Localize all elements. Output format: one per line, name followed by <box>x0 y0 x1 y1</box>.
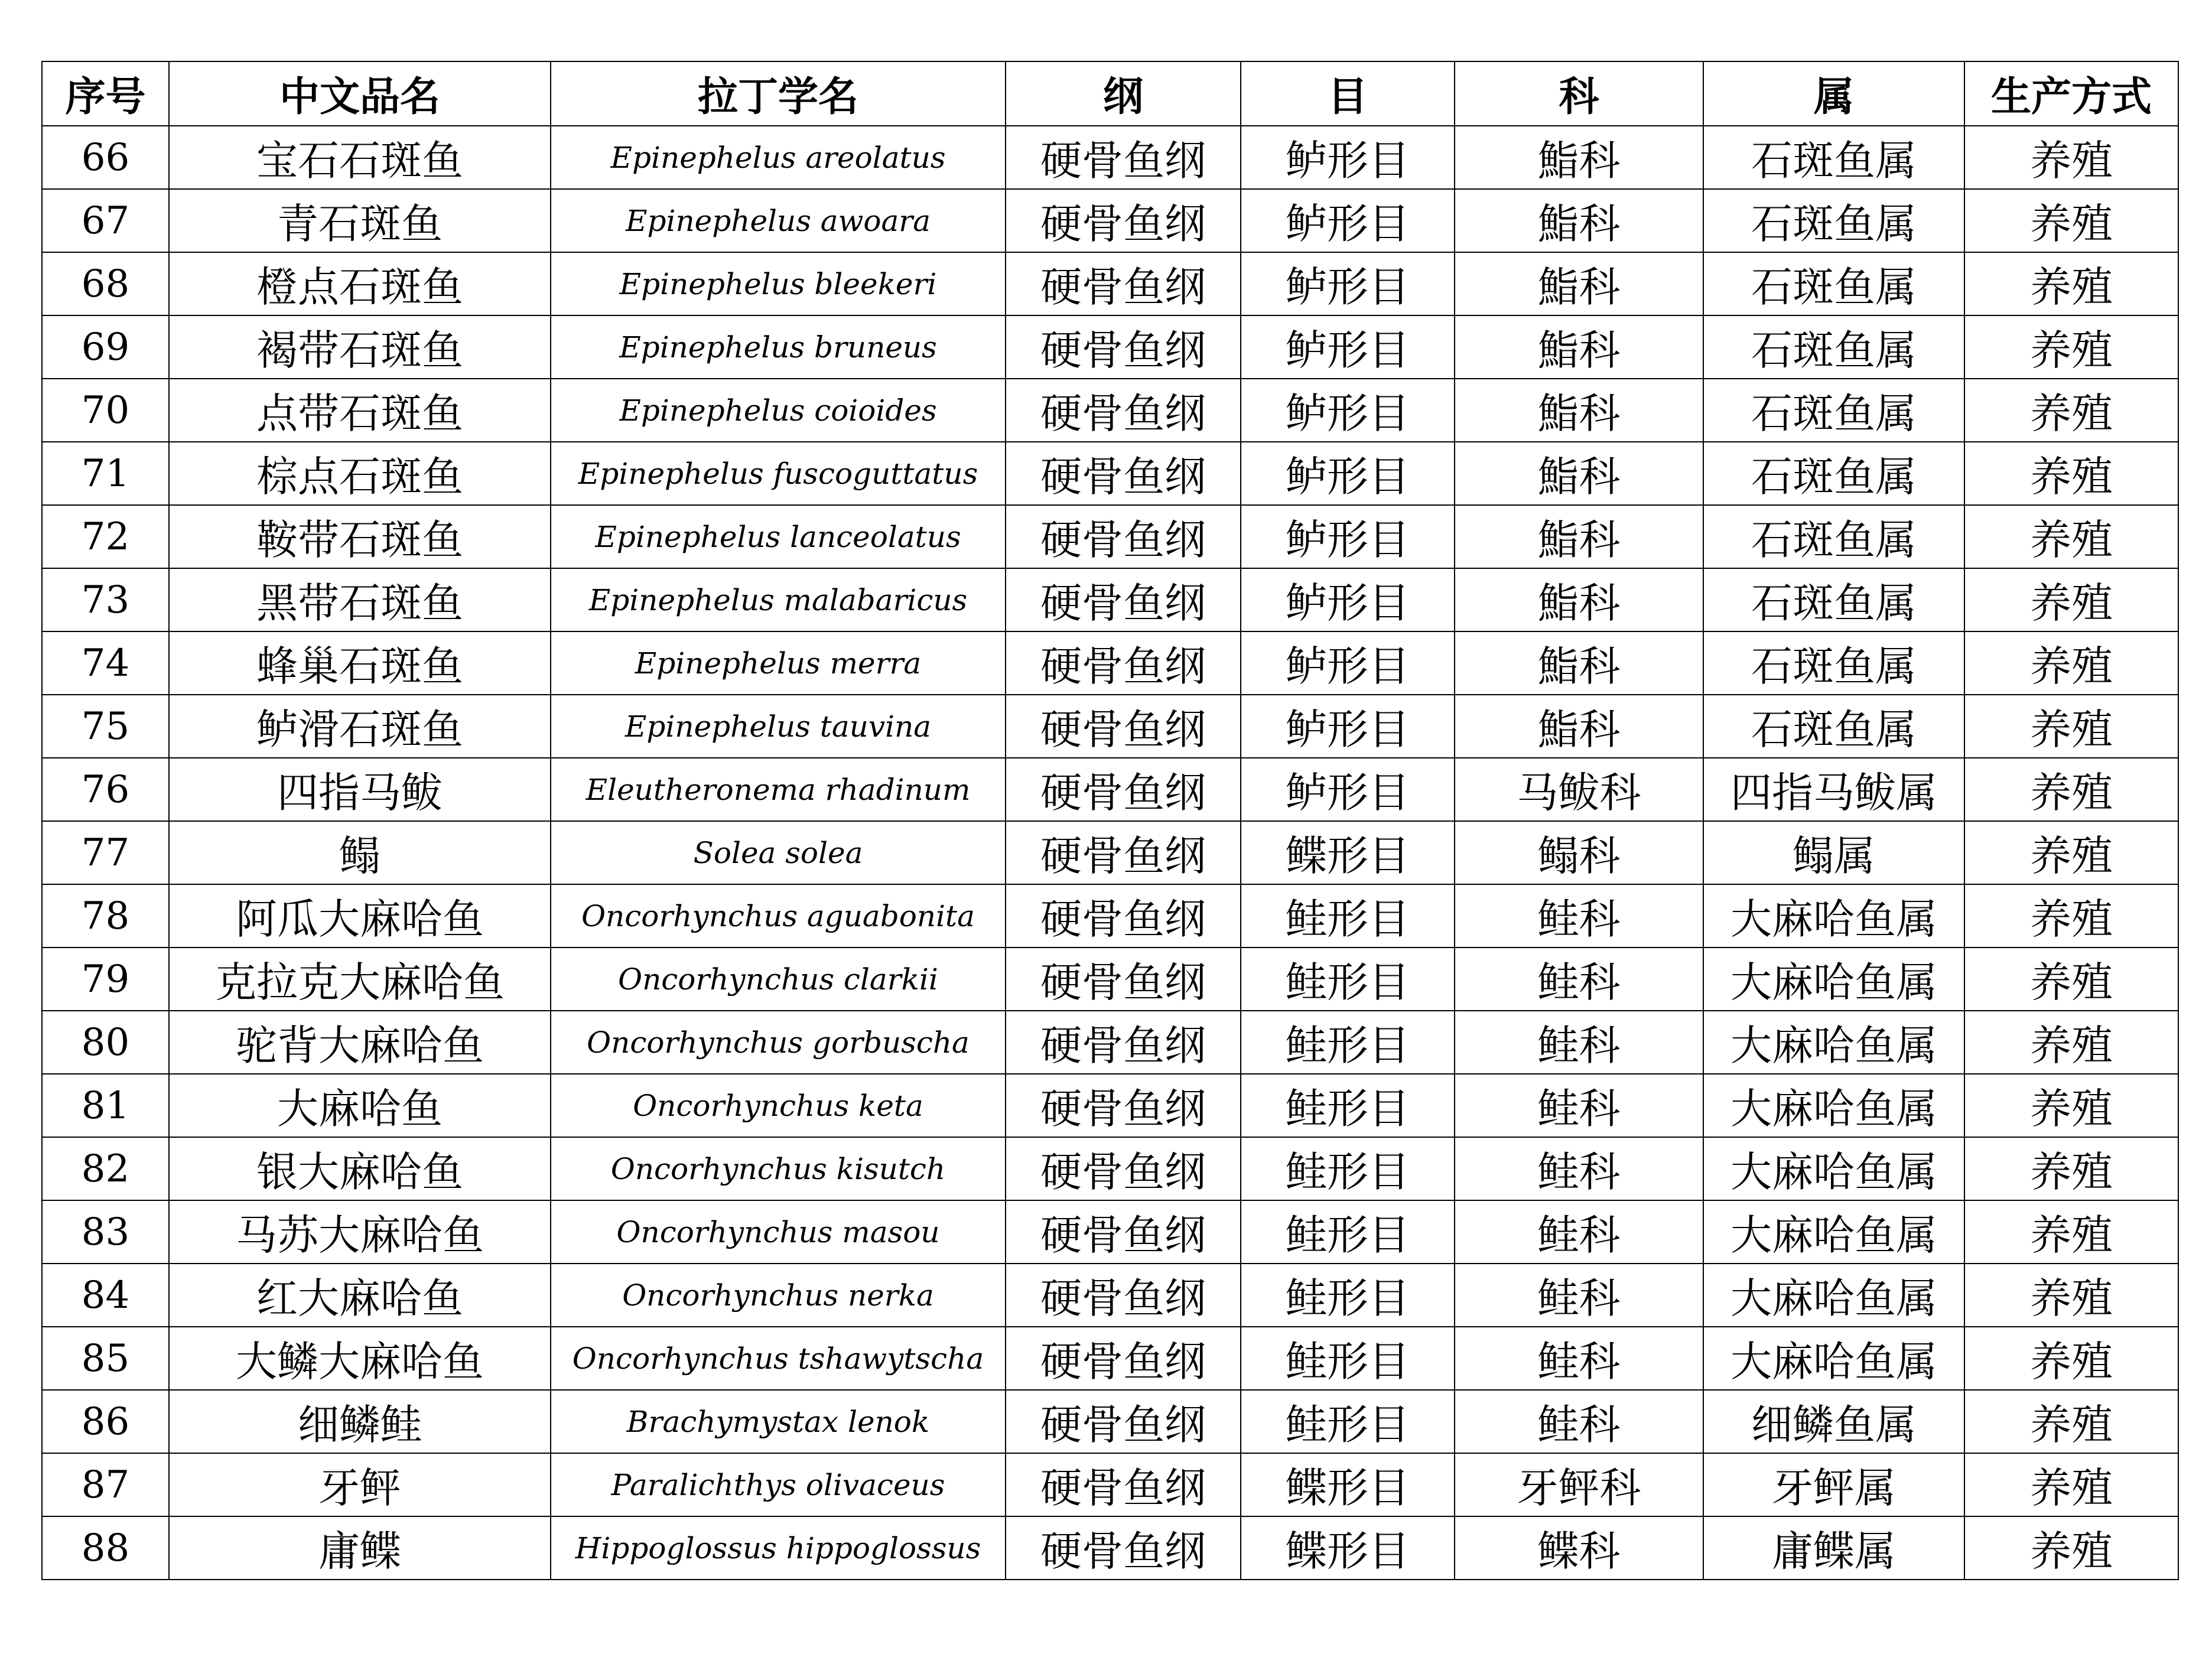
cell-production-method: 养殖 <box>1964 1453 2178 1516</box>
cell-family: 鮨科 <box>1455 442 1703 505</box>
cell-latin-name: Brachymystax lenok <box>551 1390 1006 1453</box>
cell-family: 鲑科 <box>1455 1011 1703 1074</box>
cell-order: 鲑形目 <box>1241 948 1455 1011</box>
table-row <box>42 884 2178 948</box>
cell-family: 牙鲆科 <box>1455 1453 1703 1516</box>
cell-serial-no: 77 <box>42 821 169 884</box>
cell-latin-name: Eleutheronema rhadinum <box>551 758 1006 821</box>
table-row <box>42 379 2178 442</box>
cell-latin-name: Hippoglossus hippoglossus <box>551 1516 1006 1580</box>
cell-serial-no: 66 <box>42 126 169 189</box>
cell-order: 鲈形目 <box>1241 505 1455 568</box>
cell-serial-no: 72 <box>42 505 169 568</box>
cell-serial-no: 70 <box>42 379 169 442</box>
cell-latin-name: Oncorhynchus gorbuscha <box>551 1011 1006 1074</box>
cell-order: 鲽形目 <box>1241 1516 1455 1580</box>
cell-class: 硬骨鱼纲 <box>1006 505 1241 568</box>
cell-family: 鲑科 <box>1455 884 1703 948</box>
cell-genus: 庸鲽属 <box>1703 1516 1964 1580</box>
species-table <box>41 61 2179 1580</box>
cell-serial-no: 78 <box>42 884 169 948</box>
cell-family: 鮨科 <box>1455 126 1703 189</box>
cell-production-method: 养殖 <box>1964 315 2178 379</box>
cell-serial-no: 83 <box>42 1200 169 1264</box>
cell-genus: 大麻哈鱼属 <box>1703 1074 1964 1137</box>
table-row <box>42 505 2178 568</box>
cell-genus: 牙鲆属 <box>1703 1453 1964 1516</box>
cell-chinese-name: 青石斑鱼 <box>169 189 551 252</box>
cell-order: 鲑形目 <box>1241 884 1455 948</box>
cell-class: 硬骨鱼纲 <box>1006 1074 1241 1137</box>
cell-serial-no: 85 <box>42 1327 169 1390</box>
cell-chinese-name: 驼背大麻哈鱼 <box>169 1011 551 1074</box>
cell-latin-name: Oncorhynchus keta <box>551 1074 1006 1137</box>
cell-order: 鲈形目 <box>1241 379 1455 442</box>
cell-genus: 石斑鱼属 <box>1703 379 1964 442</box>
cell-class: 硬骨鱼纲 <box>1006 1390 1241 1453</box>
cell-latin-name: Epinephelus bleekeri <box>551 252 1006 315</box>
cell-latin-name: Epinephelus awoara <box>551 189 1006 252</box>
cell-family: 鮨科 <box>1455 379 1703 442</box>
cell-order: 鲈形目 <box>1241 758 1455 821</box>
cell-family: 马鲅科 <box>1455 758 1703 821</box>
table-row <box>42 1200 2178 1264</box>
header-family: 科 <box>1455 61 1703 126</box>
cell-production-method: 养殖 <box>1964 126 2178 189</box>
cell-class: 硬骨鱼纲 <box>1006 379 1241 442</box>
cell-order: 鲽形目 <box>1241 1453 1455 1516</box>
header-latin-name: 拉丁学名 <box>551 61 1006 126</box>
cell-chinese-name: 棕点石斑鱼 <box>169 442 551 505</box>
cell-production-method: 养殖 <box>1964 189 2178 252</box>
cell-latin-name: Solea solea <box>551 821 1006 884</box>
cell-chinese-name: 细鳞鲑 <box>169 1390 551 1453</box>
cell-genus: 大麻哈鱼属 <box>1703 1200 1964 1264</box>
cell-serial-no: 80 <box>42 1011 169 1074</box>
cell-genus: 石斑鱼属 <box>1703 315 1964 379</box>
cell-class: 硬骨鱼纲 <box>1006 758 1241 821</box>
cell-chinese-name: 银大麻哈鱼 <box>169 1137 551 1200</box>
cell-latin-name: Epinephelus tauvina <box>551 695 1006 758</box>
cell-chinese-name: 宝石石斑鱼 <box>169 126 551 189</box>
cell-production-method: 养殖 <box>1964 948 2178 1011</box>
cell-order: 鲈形目 <box>1241 126 1455 189</box>
cell-chinese-name: 大麻哈鱼 <box>169 1074 551 1137</box>
cell-chinese-name: 牙鲆 <box>169 1453 551 1516</box>
cell-order: 鲈形目 <box>1241 631 1455 695</box>
cell-latin-name: Oncorhynchus clarkii <box>551 948 1006 1011</box>
cell-family: 鮨科 <box>1455 189 1703 252</box>
table-row <box>42 1074 2178 1137</box>
cell-production-method: 养殖 <box>1964 568 2178 631</box>
cell-serial-no: 74 <box>42 631 169 695</box>
table-row <box>42 315 2178 379</box>
cell-latin-name: Paralichthys olivaceus <box>551 1453 1006 1516</box>
cell-class: 硬骨鱼纲 <box>1006 1453 1241 1516</box>
cell-class: 硬骨鱼纲 <box>1006 884 1241 948</box>
cell-genus: 石斑鱼属 <box>1703 695 1964 758</box>
cell-genus: 石斑鱼属 <box>1703 252 1964 315</box>
cell-family: 鲑科 <box>1455 1200 1703 1264</box>
cell-production-method: 养殖 <box>1964 442 2178 505</box>
cell-family: 鮨科 <box>1455 568 1703 631</box>
cell-production-method: 养殖 <box>1964 1327 2178 1390</box>
cell-serial-no: 71 <box>42 442 169 505</box>
cell-class: 硬骨鱼纲 <box>1006 821 1241 884</box>
cell-production-method: 养殖 <box>1964 631 2178 695</box>
cell-serial-no: 82 <box>42 1137 169 1200</box>
cell-family: 鲑科 <box>1455 1264 1703 1327</box>
cell-family: 鲑科 <box>1455 1137 1703 1200</box>
cell-serial-no: 86 <box>42 1390 169 1453</box>
cell-chinese-name: 蜂巢石斑鱼 <box>169 631 551 695</box>
cell-serial-no: 87 <box>42 1453 169 1516</box>
cell-latin-name: Oncorhynchus nerka <box>551 1264 1006 1327</box>
cell-production-method: 养殖 <box>1964 1264 2178 1327</box>
cell-class: 硬骨鱼纲 <box>1006 568 1241 631</box>
cell-serial-no: 79 <box>42 948 169 1011</box>
header-row <box>42 61 2178 126</box>
header-order: 目 <box>1241 61 1455 126</box>
cell-genus: 石斑鱼属 <box>1703 568 1964 631</box>
cell-genus: 大麻哈鱼属 <box>1703 1264 1964 1327</box>
header-production-method: 生产方式 <box>1964 61 2178 126</box>
cell-genus: 大麻哈鱼属 <box>1703 1011 1964 1074</box>
cell-family: 鮨科 <box>1455 315 1703 379</box>
cell-chinese-name: 黑带石斑鱼 <box>169 568 551 631</box>
cell-order: 鲈形目 <box>1241 442 1455 505</box>
table-row <box>42 948 2178 1011</box>
cell-production-method: 养殖 <box>1964 821 2178 884</box>
cell-family: 鲑科 <box>1455 1074 1703 1137</box>
cell-genus: 四指马鲅属 <box>1703 758 1964 821</box>
cell-class: 硬骨鱼纲 <box>1006 695 1241 758</box>
table-row <box>42 442 2178 505</box>
table-body <box>42 126 2178 1580</box>
cell-serial-no: 69 <box>42 315 169 379</box>
cell-chinese-name: 鞍带石斑鱼 <box>169 505 551 568</box>
cell-serial-no: 75 <box>42 695 169 758</box>
header-chinese-name: 中文品名 <box>169 61 551 126</box>
cell-order: 鲈形目 <box>1241 568 1455 631</box>
cell-production-method: 养殖 <box>1964 695 2178 758</box>
table-row <box>42 821 2178 884</box>
cell-family: 鲑科 <box>1455 1390 1703 1453</box>
cell-order: 鲑形目 <box>1241 1390 1455 1453</box>
cell-family: 鮨科 <box>1455 505 1703 568</box>
cell-latin-name: Epinephelus malabaricus <box>551 568 1006 631</box>
cell-order: 鲽形目 <box>1241 821 1455 884</box>
cell-genus: 石斑鱼属 <box>1703 442 1964 505</box>
cell-production-method: 养殖 <box>1964 252 2178 315</box>
cell-production-method: 养殖 <box>1964 1516 2178 1580</box>
cell-genus: 石斑鱼属 <box>1703 126 1964 189</box>
cell-serial-no: 76 <box>42 758 169 821</box>
cell-class: 硬骨鱼纲 <box>1006 1327 1241 1390</box>
table-row <box>42 568 2178 631</box>
cell-class: 硬骨鱼纲 <box>1006 126 1241 189</box>
table-row <box>42 1453 2178 1516</box>
cell-family: 鮨科 <box>1455 631 1703 695</box>
cell-class: 硬骨鱼纲 <box>1006 1516 1241 1580</box>
cell-chinese-name: 四指马鲅 <box>169 758 551 821</box>
cell-chinese-name: 鲈滑石斑鱼 <box>169 695 551 758</box>
cell-genus: 石斑鱼属 <box>1703 505 1964 568</box>
table-row <box>42 1264 2178 1327</box>
cell-order: 鲑形目 <box>1241 1137 1455 1200</box>
cell-class: 硬骨鱼纲 <box>1006 1264 1241 1327</box>
cell-latin-name: Epinephelus areolatus <box>551 126 1006 189</box>
table-row <box>42 1327 2178 1390</box>
cell-class: 硬骨鱼纲 <box>1006 189 1241 252</box>
cell-order: 鲑形目 <box>1241 1327 1455 1390</box>
table-row <box>42 126 2178 189</box>
cell-genus: 大麻哈鱼属 <box>1703 1327 1964 1390</box>
cell-family: 鮨科 <box>1455 252 1703 315</box>
cell-latin-name: Epinephelus fuscoguttatus <box>551 442 1006 505</box>
cell-order: 鲈形目 <box>1241 252 1455 315</box>
cell-production-method: 养殖 <box>1964 1200 2178 1264</box>
cell-latin-name: Oncorhynchus tshawytscha <box>551 1327 1006 1390</box>
header-genus: 属 <box>1703 61 1964 126</box>
cell-serial-no: 81 <box>42 1074 169 1137</box>
table-row <box>42 1516 2178 1580</box>
cell-production-method: 养殖 <box>1964 1137 2178 1200</box>
cell-class: 硬骨鱼纲 <box>1006 631 1241 695</box>
cell-family: 鲑科 <box>1455 1327 1703 1390</box>
cell-order: 鲈形目 <box>1241 189 1455 252</box>
table-row <box>42 695 2178 758</box>
cell-genus: 鳎属 <box>1703 821 1964 884</box>
cell-latin-name: Epinephelus merra <box>551 631 1006 695</box>
cell-production-method: 养殖 <box>1964 758 2178 821</box>
cell-class: 硬骨鱼纲 <box>1006 1011 1241 1074</box>
cell-class: 硬骨鱼纲 <box>1006 252 1241 315</box>
cell-latin-name: Epinephelus coioides <box>551 379 1006 442</box>
table-row <box>42 189 2178 252</box>
cell-class: 硬骨鱼纲 <box>1006 442 1241 505</box>
cell-serial-no: 73 <box>42 568 169 631</box>
cell-latin-name: Oncorhynchus kisutch <box>551 1137 1006 1200</box>
cell-production-method: 养殖 <box>1964 1011 2178 1074</box>
cell-genus: 大麻哈鱼属 <box>1703 948 1964 1011</box>
header-serial-no: 序号 <box>42 61 169 126</box>
cell-class: 硬骨鱼纲 <box>1006 1200 1241 1264</box>
cell-production-method: 养殖 <box>1964 379 2178 442</box>
cell-genus: 大麻哈鱼属 <box>1703 1137 1964 1200</box>
cell-latin-name: Epinephelus lanceolatus <box>551 505 1006 568</box>
cell-genus: 大麻哈鱼属 <box>1703 884 1964 948</box>
table-row <box>42 1390 2178 1453</box>
table-row <box>42 758 2178 821</box>
cell-family: 鲑科 <box>1455 948 1703 1011</box>
cell-chinese-name: 阿瓜大麻哈鱼 <box>169 884 551 948</box>
cell-genus: 石斑鱼属 <box>1703 631 1964 695</box>
cell-chinese-name: 鳎 <box>169 821 551 884</box>
cell-class: 硬骨鱼纲 <box>1006 315 1241 379</box>
cell-chinese-name: 庸鲽 <box>169 1516 551 1580</box>
cell-order: 鲈形目 <box>1241 315 1455 379</box>
cell-chinese-name: 马苏大麻哈鱼 <box>169 1200 551 1264</box>
cell-genus: 细鳞鱼属 <box>1703 1390 1964 1453</box>
cell-genus: 石斑鱼属 <box>1703 189 1964 252</box>
cell-production-method: 养殖 <box>1964 884 2178 948</box>
cell-order: 鲑形目 <box>1241 1264 1455 1327</box>
table-row <box>42 1011 2178 1074</box>
cell-production-method: 养殖 <box>1964 1074 2178 1137</box>
cell-production-method: 养殖 <box>1964 505 2178 568</box>
cell-order: 鲑形目 <box>1241 1074 1455 1137</box>
cell-chinese-name: 橙点石斑鱼 <box>169 252 551 315</box>
cell-serial-no: 88 <box>42 1516 169 1580</box>
cell-chinese-name: 克拉克大麻哈鱼 <box>169 948 551 1011</box>
cell-class: 硬骨鱼纲 <box>1006 1137 1241 1200</box>
cell-order: 鲑形目 <box>1241 1011 1455 1074</box>
cell-class: 硬骨鱼纲 <box>1006 948 1241 1011</box>
cell-family: 鳎科 <box>1455 821 1703 884</box>
table-row <box>42 252 2178 315</box>
cell-serial-no: 68 <box>42 252 169 315</box>
cell-family: 鮨科 <box>1455 695 1703 758</box>
cell-latin-name: Epinephelus bruneus <box>551 315 1006 379</box>
table-row <box>42 1137 2178 1200</box>
header-class: 纲 <box>1006 61 1241 126</box>
cell-latin-name: Oncorhynchus aguabonita <box>551 884 1006 948</box>
cell-chinese-name: 大鳞大麻哈鱼 <box>169 1327 551 1390</box>
cell-chinese-name: 褐带石斑鱼 <box>169 315 551 379</box>
table-row <box>42 631 2178 695</box>
cell-latin-name: Oncorhynchus masou <box>551 1200 1006 1264</box>
cell-chinese-name: 点带石斑鱼 <box>169 379 551 442</box>
cell-order: 鲑形目 <box>1241 1200 1455 1264</box>
cell-serial-no: 84 <box>42 1264 169 1327</box>
cell-family: 鲽科 <box>1455 1516 1703 1580</box>
cell-order: 鲈形目 <box>1241 695 1455 758</box>
cell-chinese-name: 红大麻哈鱼 <box>169 1264 551 1327</box>
cell-production-method: 养殖 <box>1964 1390 2178 1453</box>
cell-serial-no: 67 <box>42 189 169 252</box>
